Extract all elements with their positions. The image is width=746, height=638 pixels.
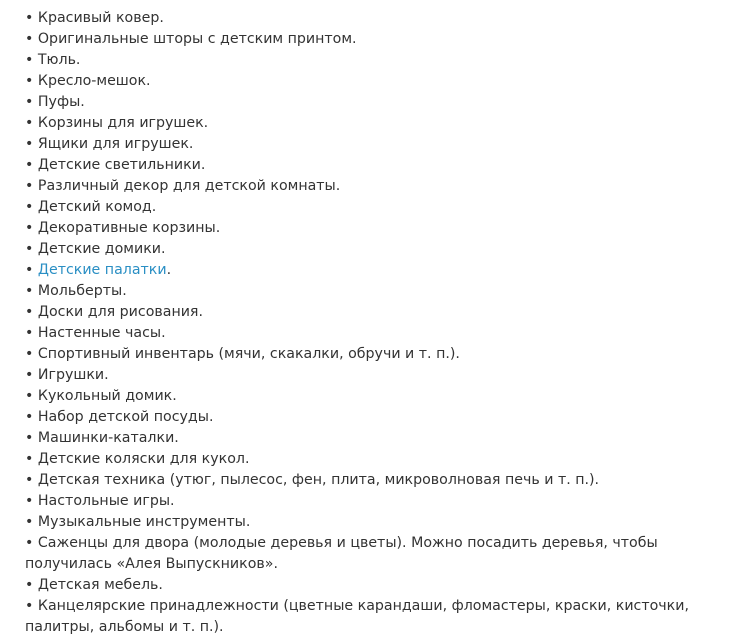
bullet: • (25, 115, 38, 131)
list-item-text: Детская техника (утюг, пылесос, фен, плита, микроволновая печь и т. п.). (37, 472, 600, 488)
list-item-link[interactable]: Детские палатки (37, 262, 167, 278)
list-item-text: Различный декор для детской комнаты. (37, 178, 341, 194)
list-item (25, 218, 740, 239)
list-item (25, 239, 740, 260)
list-item (25, 344, 740, 365)
bullet: • (25, 325, 38, 341)
list-item (25, 134, 740, 155)
list-item-text: Кукольный домик. (37, 388, 177, 404)
list-item-text: Кресло-мешок. (37, 73, 151, 89)
bullet: • (25, 178, 38, 194)
list-item-text: Игрушки. (37, 367, 109, 383)
bullet: • (25, 367, 38, 383)
bullet: • (25, 346, 38, 362)
list-item (25, 470, 740, 491)
list-item-text: Набор детской посуды. (37, 409, 214, 425)
bullet-list (25, 8, 740, 638)
list-item (25, 491, 740, 512)
bullet: • (25, 73, 38, 89)
list-item (25, 50, 740, 71)
list-item (25, 575, 740, 596)
list-item-text: Детские коляски для кукол. (37, 451, 250, 467)
bullet: • (25, 94, 38, 110)
list-item-text: Оригинальные шторы с детским принтом. (37, 31, 357, 47)
list-item (25, 176, 740, 197)
bullet: • (25, 241, 38, 257)
list-item-text: Музыкальные инструменты. (37, 514, 251, 530)
list-item (25, 8, 740, 29)
list-item (25, 29, 740, 50)
list-item-text: Машинки-каталки. (37, 430, 179, 446)
list-item-text: Саженцы для двора (молодые деревья и цветы). Можно посадить деревья, чтобы получилась «Алея Выпускников». (25, 535, 658, 572)
bullet: • (25, 577, 38, 593)
list-item-suffix: . (166, 262, 172, 278)
list-item-text: Спортивный инвентарь (мячи, скакалки, обручи и т. п.). (37, 346, 460, 362)
bullet: • (25, 220, 38, 236)
list-item-text: Настольные игры. (37, 493, 175, 509)
list-item (25, 449, 740, 470)
list-item (25, 113, 740, 134)
list-item-text: Пуфы. (37, 94, 85, 110)
list-item (25, 71, 740, 92)
list-item-text: Детские светильники. (37, 157, 206, 173)
list-item (25, 260, 740, 281)
list-item (25, 323, 740, 344)
list-item-text: Декоративные корзины. (37, 220, 221, 236)
bullet: • (25, 451, 38, 467)
list-item-text: Канцелярские принадлежности (цветные карандаши, фломастеры, краски, кисточки, палитры, альбомы и т. п.). (25, 598, 689, 635)
list-item (25, 197, 740, 218)
list-item-text: Красивый ковер. (37, 10, 164, 26)
bullet: • (25, 493, 38, 509)
bullet: • (25, 514, 38, 530)
list-item (25, 386, 740, 407)
bullet: • (25, 430, 38, 446)
bullet: • (25, 262, 38, 278)
list-item (25, 92, 740, 113)
list-item (25, 302, 740, 323)
list-item (25, 533, 740, 575)
list-item-text: Детская мебель. (37, 577, 163, 593)
list-item-text: Настенные часы. (37, 325, 166, 341)
list-item-text: Детский комод. (37, 199, 157, 215)
bullet: • (25, 10, 38, 26)
bullet: • (25, 388, 38, 404)
list-item (25, 512, 740, 533)
list-item (25, 428, 740, 449)
list-item (25, 281, 740, 302)
bullet: • (25, 283, 38, 299)
bullet: • (25, 199, 38, 215)
bullet: • (25, 598, 38, 614)
bullet: • (25, 157, 38, 173)
bullet: • (25, 535, 38, 551)
bullet: • (25, 136, 38, 152)
list-item-text: Тюль. (37, 52, 81, 68)
bullet: • (25, 52, 38, 68)
bullet: • (25, 31, 38, 47)
list-item (25, 365, 740, 386)
list-item (25, 155, 740, 176)
list-item-text: Ящики для игрушек. (37, 136, 194, 152)
bullet: • (25, 304, 38, 320)
bullet: • (25, 409, 38, 425)
list-item (25, 407, 740, 428)
bullet: • (25, 472, 38, 488)
list-item-text: Мольберты. (37, 283, 127, 299)
list-item-text: Детские домики. (37, 241, 166, 257)
list-item-text: Корзины для игрушек. (37, 115, 209, 131)
list-item (25, 596, 740, 638)
list-item-text: Доски для рисования. (37, 304, 203, 320)
